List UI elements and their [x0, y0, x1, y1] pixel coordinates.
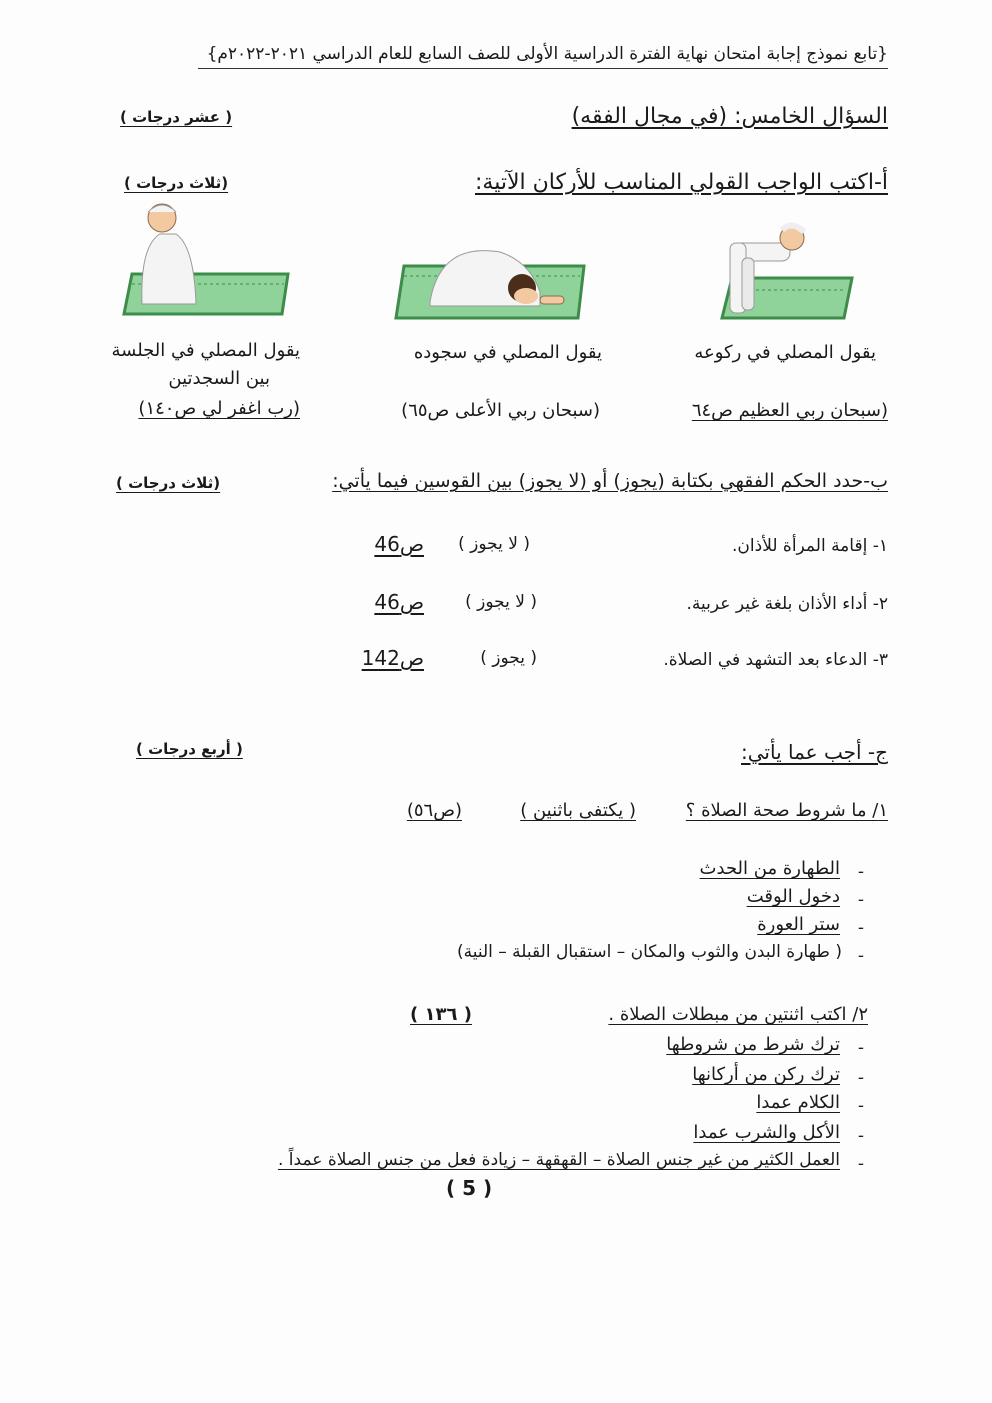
part-b-p3: ص142: [361, 646, 424, 670]
bullet: -: [857, 918, 864, 938]
sujud-figure-icon: [390, 232, 595, 324]
part-b-q3: ٣- الدعاء بعد التشهد في الصلاة.: [663, 650, 888, 670]
rukn-3-answer: (رب اغفر لي ص١٤٠): [138, 398, 300, 419]
part-c-title: ج- أجب عما يأتي:: [741, 740, 888, 764]
q2-answer-3: الكلام عمدا: [756, 1092, 840, 1113]
part-b-title: ب-حدد الحكم الفقهي بكتابة (يجوز) أو (لا يجوز) بين القوسين فيما يأتي:: [332, 470, 888, 492]
part-a-title: أ-اكتب الواجب القولي المناسب للأركان الآتية:: [474, 170, 888, 195]
q2-answer-5: العمل الكثير من غير جنس الصلاة – القهقهة – زيادة فعل من جنس الصلاة عمداً .: [277, 1150, 840, 1170]
rukn-2-answer: (سبحان ربي الأعلى ص٦٥): [401, 400, 600, 421]
part-c-q1: ١/ ما شروط صحة الصلاة ؟: [685, 800, 888, 821]
header-underline: [198, 68, 888, 69]
bullet: -: [857, 1126, 864, 1146]
part-b-q1: ١- إقامة المرأة للأذان.: [732, 536, 888, 556]
q1-answer-1: الطهارة من الحدث: [699, 858, 840, 879]
part-b-a3: ( يجوز ): [480, 648, 537, 668]
bullet: -: [857, 890, 864, 910]
rukn-3-label-line1: يقول المصلي في الجلسة: [111, 340, 300, 361]
part-b-a1: ( لا يجوز ): [458, 534, 530, 554]
q2-answer-1: ترك شرط من شروطها: [666, 1034, 840, 1055]
part-c-q2-page: ( ١٣٦ ): [410, 1004, 472, 1025]
q1-answer-3: ستر العورة: [757, 914, 840, 935]
part-c-q1-note: ( يكتفى باثنين ): [520, 800, 636, 821]
q1-answer-4: ( طهارة البدن والثوب والمكان – استقبال القبلة – النية): [456, 942, 842, 962]
part-a-grade: (ثلاث درجات ): [124, 174, 229, 192]
rukn-1-answer: (سبحان ربي العظيم ص٦٤: [691, 400, 888, 421]
q2-answer-4: الأكل والشرب عمدا: [693, 1122, 840, 1143]
bullet: -: [857, 1068, 864, 1088]
part-b-p2: ص46: [374, 590, 424, 614]
part-b-a2: ( لا يجوز ): [465, 592, 537, 612]
part-b-grade: (ثلاث درجات ): [116, 474, 221, 492]
exam-header: {تابع نموذج إجابة امتحان نهاية الفترة الدراسية الأولى للصف السابع للعام الدراسي ٢٠٢١-٢٠٢٢م}: [206, 44, 888, 64]
part-c-q1-page: (ص٥٦): [406, 800, 462, 821]
question-grade: ( عشر درجات ): [120, 108, 233, 126]
part-b-p1: ص46: [374, 532, 424, 556]
rukn-1-label: يقول المصلي في ركوعه: [694, 342, 876, 363]
q1-answer-2: دخول الوقت: [746, 886, 840, 907]
part-b-q2: ٢- أداء الأذان بلغة غير عربية.: [686, 594, 888, 614]
bullet: -: [857, 1038, 864, 1058]
bullet: -: [857, 1154, 864, 1174]
bullet: -: [857, 862, 864, 882]
sitting-figure-icon: [120, 196, 298, 318]
question-title: السؤال الخامس: (في مجال الفقه): [571, 104, 888, 129]
rukn-3-label-line2: بين السجدتين: [168, 368, 270, 389]
rukn-2-label: يقول المصلي في سجوده: [413, 342, 602, 363]
bullet: -: [857, 1096, 864, 1116]
q2-answer-2: ترك ركن من أركانها: [692, 1064, 840, 1085]
page-number: ( 5 ): [446, 1176, 493, 1200]
part-c-q2: ٢/ اكتب اثنتين من مبطلات الصلاة .: [608, 1004, 868, 1025]
part-c-grade: ( أربع درجات ): [136, 740, 243, 758]
ruku-figure-icon: [712, 218, 857, 326]
bullet: -: [857, 946, 864, 966]
